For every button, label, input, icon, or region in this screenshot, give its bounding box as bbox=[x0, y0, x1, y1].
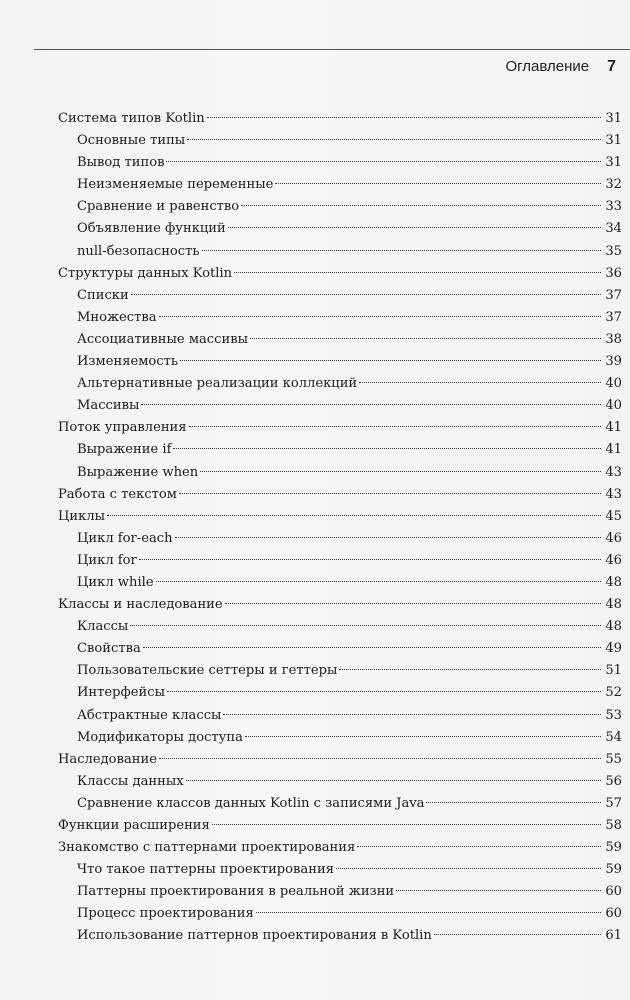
toc-subsection-entry[interactable] bbox=[58, 925, 622, 947]
toc-subsection-entry[interactable] bbox=[58, 660, 622, 682]
toc-dot-leader bbox=[357, 846, 601, 847]
toc-subsection-entry[interactable] bbox=[58, 439, 622, 461]
toc-section-entry[interactable] bbox=[58, 263, 622, 285]
toc-entry-title: Неизменяемые переменные bbox=[77, 177, 274, 193]
toc-entry-title: Паттерны проектирования в реальной жизни bbox=[77, 884, 395, 900]
toc-dot-leader bbox=[245, 736, 601, 737]
toc-dot-leader bbox=[167, 691, 601, 692]
toc-subsection-entry[interactable] bbox=[58, 218, 622, 240]
toc-entry-title: null-безопасность bbox=[77, 243, 200, 259]
toc-entry-title: Списки bbox=[77, 287, 129, 303]
toc-dot-leader bbox=[179, 493, 601, 494]
toc-entry-page: 59 bbox=[605, 862, 622, 878]
toc-section-entry[interactable] bbox=[58, 506, 622, 528]
toc-dot-leader bbox=[159, 758, 601, 759]
toc-entry-page: 31 bbox=[605, 155, 622, 171]
toc-entry-page: 36 bbox=[605, 265, 622, 281]
toc-section-entry[interactable] bbox=[58, 417, 622, 439]
toc-subsection-entry[interactable] bbox=[58, 771, 622, 793]
toc-subsection-entry[interactable] bbox=[58, 727, 622, 749]
toc-entry-title: Использование паттернов проектирования в Kotlin bbox=[77, 928, 432, 944]
toc-entry-title: Что такое паттерны проектирования bbox=[77, 862, 334, 878]
toc-entry-page: 31 bbox=[605, 133, 622, 149]
toc-entry-page: 51 bbox=[605, 663, 622, 679]
toc-entry-title: Поток управления bbox=[58, 420, 187, 436]
toc-section-entry[interactable] bbox=[58, 749, 622, 771]
toc-entry-page: 61 bbox=[605, 928, 622, 944]
toc-entry-page: 54 bbox=[605, 729, 622, 745]
toc-entry-title: Структуры данных Kotlin bbox=[58, 265, 233, 281]
toc-dot-leader bbox=[212, 824, 601, 825]
toc-entry-page: 58 bbox=[605, 818, 622, 833]
toc-dot-leader bbox=[130, 625, 601, 626]
toc-subsection-entry[interactable] bbox=[58, 329, 622, 351]
running-header bbox=[505, 58, 616, 76]
toc-subsection-entry[interactable] bbox=[58, 682, 622, 704]
toc-entry-title: Массивы bbox=[77, 398, 140, 414]
toc-entry-page: 48 bbox=[605, 619, 622, 635]
toc-subsection-entry[interactable] bbox=[58, 793, 622, 815]
toc-entry-page: 43 bbox=[605, 464, 622, 480]
toc-entry-title: Свойства bbox=[77, 641, 141, 657]
toc-subsection-entry[interactable] bbox=[58, 130, 622, 152]
toc-subsection-entry[interactable] bbox=[58, 152, 622, 174]
toc-entry-title: Сравнение классов данных Kotlin с записями Java bbox=[77, 795, 425, 811]
toc-entry-title: Множества bbox=[77, 309, 157, 325]
toc-entry-page: 55 bbox=[605, 751, 622, 767]
toc-entry-title: Процесс проектирования bbox=[77, 906, 254, 922]
toc-entry-page: 57 bbox=[605, 795, 622, 811]
toc-entry-page: 52 bbox=[605, 685, 622, 701]
toc-entry-title: Классы bbox=[77, 619, 129, 635]
toc-dot-leader bbox=[131, 294, 601, 295]
toc-entry-page: 32 bbox=[605, 177, 622, 193]
toc-dot-leader bbox=[189, 426, 601, 427]
toc-entry-title: Цикл while bbox=[77, 574, 154, 590]
toc-entry-title: Функции расширения bbox=[58, 818, 210, 833]
toc-entry-title: Циклы bbox=[58, 508, 106, 524]
toc-dot-leader bbox=[339, 669, 601, 670]
toc-entry-page: 46 bbox=[605, 552, 622, 568]
toc-entry-page: 38 bbox=[605, 331, 622, 347]
toc-section-entry[interactable] bbox=[58, 594, 622, 616]
toc-entry-page: 41 bbox=[605, 442, 622, 458]
toc-dot-leader bbox=[336, 868, 601, 869]
toc-dot-leader bbox=[175, 537, 601, 538]
running-header-title: Оглавление bbox=[505, 58, 590, 75]
toc-entry-page: 53 bbox=[605, 707, 622, 723]
toc-entry-page: 43 bbox=[605, 486, 622, 502]
toc-dot-leader bbox=[107, 515, 601, 516]
toc-subsection-entry[interactable] bbox=[58, 638, 622, 660]
toc-entry-title: Пользовательские сеттеры и геттеры bbox=[77, 663, 338, 679]
toc-entry-title: Альтернативные реализации коллекций bbox=[77, 376, 358, 392]
toc-entry-page: 34 bbox=[605, 221, 622, 237]
toc-dot-leader bbox=[166, 161, 601, 162]
toc-subsection-entry[interactable] bbox=[58, 373, 622, 395]
toc-entry-title: Выражение if bbox=[77, 442, 172, 458]
toc-entry-page: 37 bbox=[605, 309, 622, 325]
toc-entry-title: Интерфейсы bbox=[77, 685, 165, 701]
toc-section-entry[interactable] bbox=[58, 837, 622, 859]
toc-entry-page: 39 bbox=[605, 354, 622, 370]
toc-subsection-entry[interactable] bbox=[58, 903, 622, 925]
toc-entry-title: Цикл for bbox=[77, 552, 137, 568]
toc-section-entry[interactable] bbox=[58, 108, 622, 130]
toc-section-entry[interactable] bbox=[58, 484, 622, 506]
toc-entry-title: Вывод типов bbox=[77, 155, 165, 171]
toc-dot-leader bbox=[139, 559, 601, 560]
toc-subsection-entry[interactable] bbox=[58, 285, 622, 307]
toc-dot-leader bbox=[256, 912, 601, 913]
toc-dot-leader bbox=[250, 338, 601, 339]
toc-dot-leader bbox=[200, 471, 601, 472]
toc-subsection-entry[interactable] bbox=[58, 174, 622, 196]
toc-dot-leader bbox=[159, 316, 601, 317]
toc-section-entry[interactable] bbox=[58, 815, 622, 837]
toc-subsection-entry[interactable] bbox=[58, 528, 622, 550]
toc-entry-page: 40 bbox=[605, 398, 622, 414]
toc-dot-leader bbox=[426, 802, 601, 803]
toc-subsection-entry[interactable] bbox=[58, 307, 622, 329]
toc-entry-title: Изменяемость bbox=[77, 354, 179, 370]
toc-dot-leader bbox=[141, 404, 601, 405]
toc-entry-page: 60 bbox=[605, 884, 622, 900]
toc-entry-title: Выражение when bbox=[77, 464, 199, 480]
toc-entry-page: 37 bbox=[605, 287, 622, 303]
toc-dot-leader bbox=[156, 581, 601, 582]
toc-entry-title: Сравнение и равенство bbox=[77, 199, 240, 215]
toc-entry-page: 49 bbox=[605, 641, 622, 657]
toc-entry-page: 46 bbox=[605, 530, 622, 546]
toc-subsection-entry[interactable] bbox=[58, 550, 622, 572]
toc-dot-leader bbox=[173, 448, 601, 449]
toc-subsection-entry[interactable] bbox=[58, 705, 622, 727]
page-number: 7 bbox=[607, 58, 616, 75]
toc-dot-leader bbox=[434, 934, 601, 935]
toc-subsection-entry[interactable] bbox=[58, 616, 622, 638]
toc-entry-title: Работа с текстом bbox=[58, 486, 177, 502]
header-rule bbox=[34, 49, 630, 50]
toc-entry-page: 41 bbox=[605, 420, 622, 436]
toc-entry-title: Объявление функций bbox=[77, 221, 226, 237]
toc-entry-page: 40 bbox=[605, 376, 622, 392]
toc-entry-page: 45 bbox=[605, 508, 622, 524]
toc-dot-leader bbox=[186, 780, 601, 781]
toc-entry-page: 35 bbox=[605, 243, 622, 259]
toc-dot-leader bbox=[187, 139, 601, 140]
toc-entry-page: 56 bbox=[605, 773, 622, 789]
toc-entry-page: 48 bbox=[605, 574, 622, 590]
toc-entry-title: Цикл for-each bbox=[77, 530, 173, 546]
toc-entry-title: Модификаторы доступа bbox=[77, 729, 243, 745]
toc-entry-page: 59 bbox=[605, 840, 622, 856]
toc-entry-title: Классы и наследование bbox=[58, 597, 223, 613]
toc-dot-leader bbox=[143, 647, 601, 648]
toc-entry-title: Классы данных bbox=[77, 773, 184, 789]
toc-subsection-entry[interactable] bbox=[58, 462, 622, 484]
toc-subsection-entry[interactable] bbox=[58, 881, 622, 903]
toc-dot-leader bbox=[359, 382, 601, 383]
toc-dot-leader bbox=[275, 183, 601, 184]
toc-subsection-entry[interactable] bbox=[58, 196, 622, 218]
toc-dot-leader bbox=[241, 205, 601, 206]
toc-subsection-entry[interactable] bbox=[58, 395, 622, 417]
toc-entry-title: Основные типы bbox=[77, 133, 186, 149]
toc-entry-title: Система типов Kotlin bbox=[58, 111, 205, 126]
toc-dot-leader bbox=[234, 272, 601, 273]
toc-entry-title: Ассоциативные массивы bbox=[77, 331, 248, 347]
toc-entry-title: Абстрактные классы bbox=[77, 707, 222, 723]
toc-subsection-entry[interactable] bbox=[58, 241, 622, 263]
toc-dot-leader bbox=[207, 117, 601, 118]
toc-subsection-entry[interactable] bbox=[58, 351, 622, 373]
toc-dot-leader bbox=[228, 227, 601, 228]
toc-subsection-entry[interactable] bbox=[58, 572, 622, 594]
table-of-contents bbox=[58, 108, 622, 948]
toc-dot-leader bbox=[225, 603, 601, 604]
toc-dot-leader bbox=[223, 714, 601, 715]
toc-dot-leader bbox=[202, 250, 601, 251]
toc-dot-leader bbox=[180, 360, 601, 361]
toc-entry-title: Знакомство с паттернами проектирования bbox=[58, 840, 356, 856]
toc-entry-page: 48 bbox=[605, 597, 622, 613]
toc-entry-page: 33 bbox=[605, 199, 622, 215]
toc-entry-title: Наследование bbox=[58, 751, 157, 767]
toc-entry-page: 60 bbox=[605, 906, 622, 922]
toc-subsection-entry[interactable] bbox=[58, 859, 622, 881]
toc-dot-leader bbox=[396, 890, 601, 891]
toc-entry-page: 31 bbox=[605, 111, 622, 126]
